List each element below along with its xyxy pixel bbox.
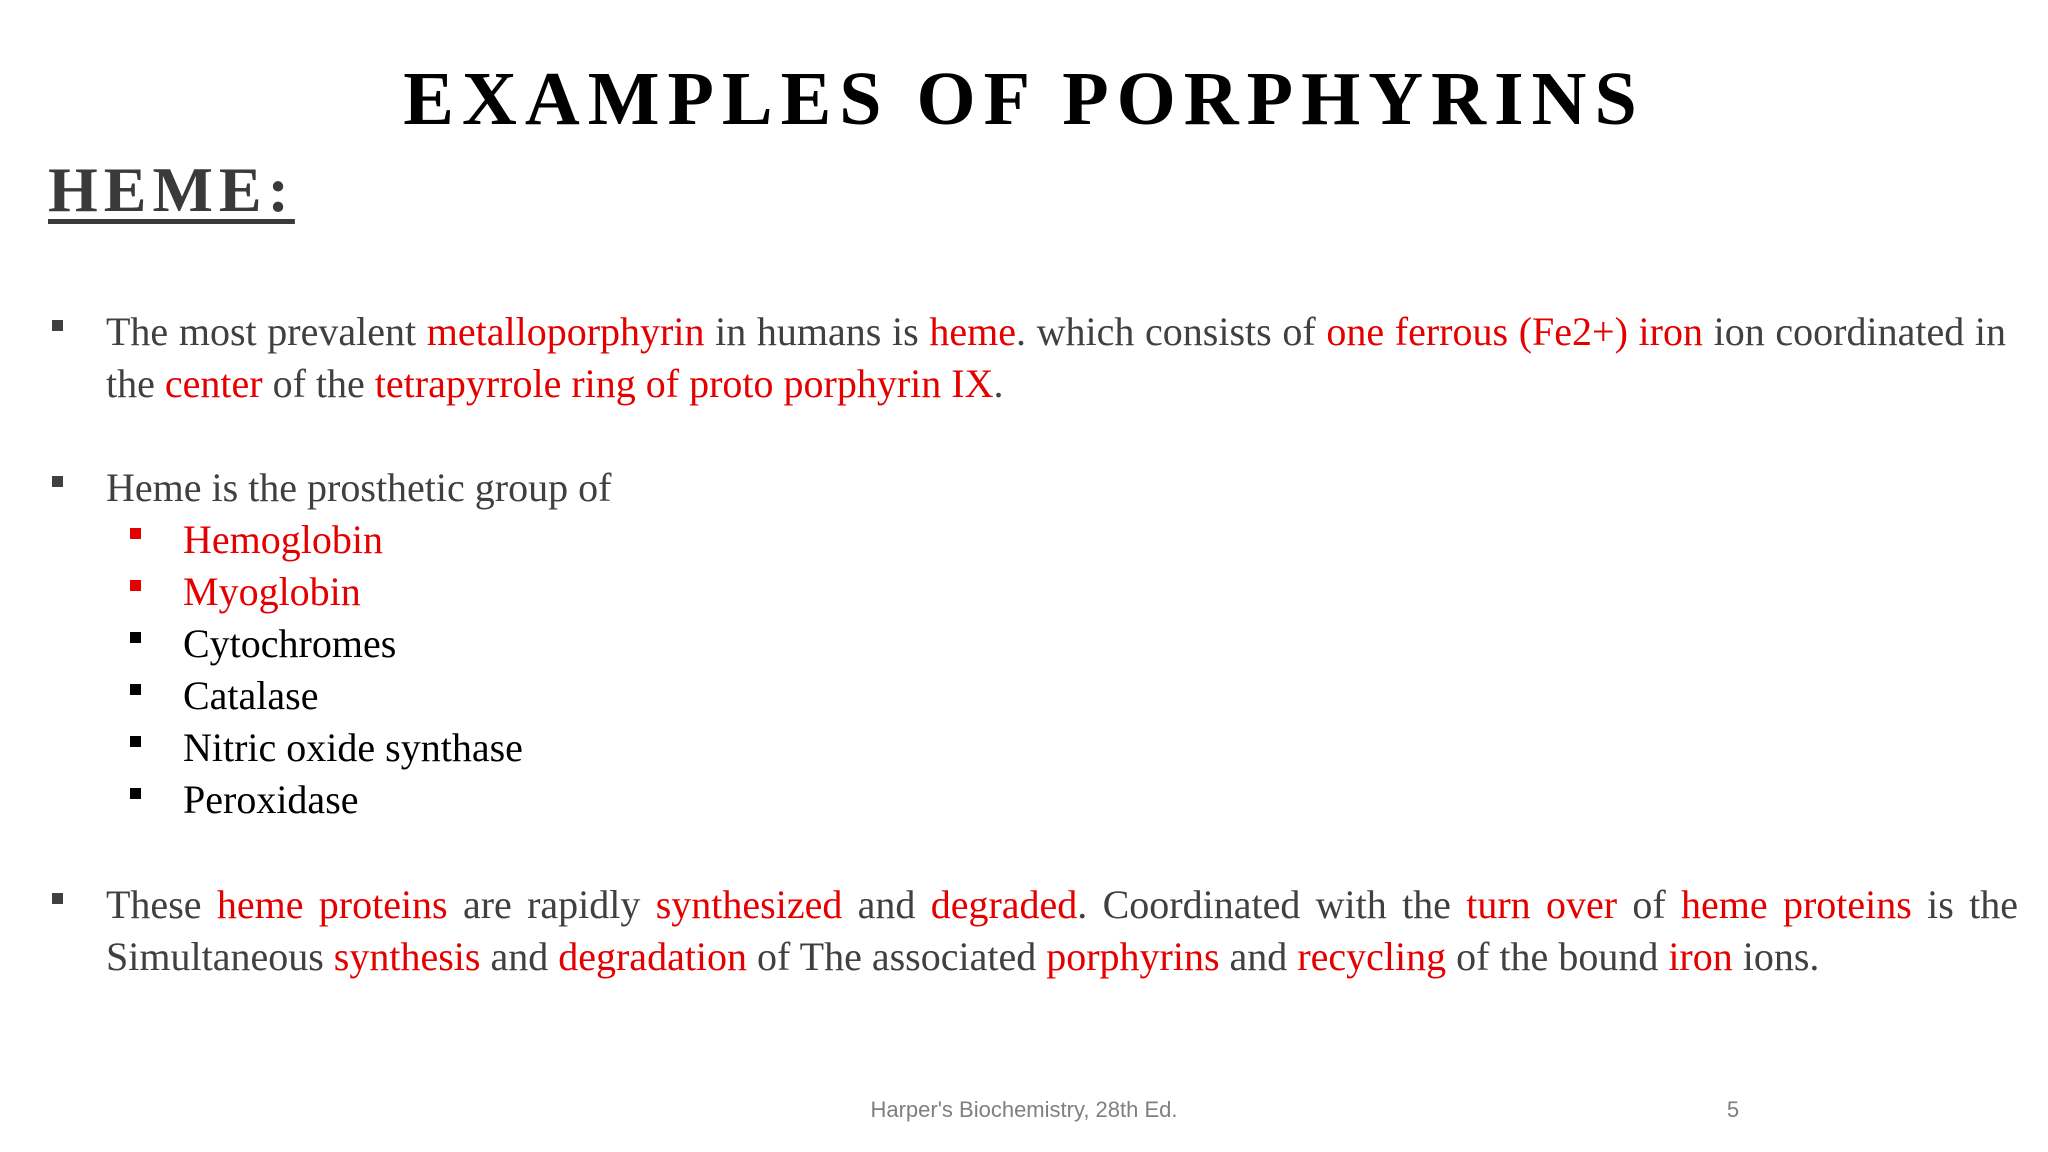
text-run: of the bound	[1446, 934, 1669, 979]
highlighted-term: iron	[1668, 934, 1733, 979]
bullet-paragraph-prosthetic-group: Heme is the prosthetic group of	[106, 465, 612, 510]
highlighted-term: porphyrins	[1046, 934, 1220, 979]
bullet-marker	[52, 476, 63, 487]
section-heading: HEME:	[48, 154, 295, 225]
highlighted-term: degraded	[930, 882, 1078, 927]
bullet-marker	[52, 320, 63, 331]
highlighted-term: center	[164, 361, 263, 406]
sub-list-item-nitric-oxide-synthase: Nitric oxide synthase	[183, 725, 523, 770]
text-run: ion coordinated in the	[106, 309, 2007, 406]
sub-bullet-marker	[130, 788, 141, 799]
highlighted-term: heme proteins	[1681, 882, 1912, 927]
highlighted-term: metalloporphyrin	[426, 309, 705, 354]
highlighted-term: heme	[929, 309, 1016, 354]
text-run: in humans is	[704, 309, 930, 354]
highlighted-term: tetrapyrrole ring of proto porphyrin IX	[374, 361, 994, 406]
text-run: are rapidly	[447, 882, 656, 927]
text-run: The most prevalent	[106, 309, 427, 354]
text-run: ions.	[1732, 934, 1820, 979]
highlighted-term: recycling	[1297, 934, 1447, 979]
text-run: . which consists of	[1015, 309, 1327, 354]
highlighted-term: degradation	[558, 934, 748, 979]
highlighted-term: one ferrous (Fe2+) iron	[1326, 309, 1703, 354]
sub-bullet-marker	[130, 580, 141, 591]
page-number: 5	[1726, 1097, 1740, 1122]
text-run: and	[480, 934, 559, 979]
slide-title: EXAMPLES OF PORPHYRINS	[403, 57, 1645, 141]
text-run: .	[993, 361, 1004, 406]
text-run: These	[106, 882, 217, 927]
sub-bullet-marker	[130, 528, 141, 539]
sub-bullet-marker	[130, 632, 141, 643]
footer-source: Harper's Biochemistry, 28th Ed.	[870, 1097, 1178, 1122]
text-run: of	[1617, 882, 1682, 927]
text-run: of the	[262, 361, 375, 406]
highlighted-term: turn over	[1466, 882, 1618, 927]
sub-list-item-hemoglobin: Hemoglobin	[183, 517, 383, 562]
bullet-marker	[52, 893, 63, 904]
sub-list-item-myoglobin: Myoglobin	[183, 569, 361, 614]
sub-bullet-marker	[130, 684, 141, 695]
text-run: and	[1219, 934, 1298, 979]
sub-list-item-catalase: Catalase	[183, 673, 319, 718]
sub-list-item-peroxidase: Peroxidase	[183, 777, 359, 822]
text-run: and	[842, 882, 931, 927]
text-run: . Coordinated with the	[1077, 882, 1467, 927]
highlighted-term: synthesized	[655, 882, 843, 927]
text-run: is the Simultaneous	[106, 882, 2019, 979]
highlighted-term: heme proteins	[216, 882, 448, 927]
bullet-paragraph-turnover	[106, 879, 2018, 983]
text-run: of The associated	[747, 934, 1047, 979]
sub-list-item-cytochromes: Cytochromes	[183, 621, 397, 666]
sub-bullet-marker	[130, 736, 141, 747]
highlighted-term: synthesis	[333, 934, 481, 979]
bullet-paragraph-heme-definition	[106, 306, 2006, 410]
